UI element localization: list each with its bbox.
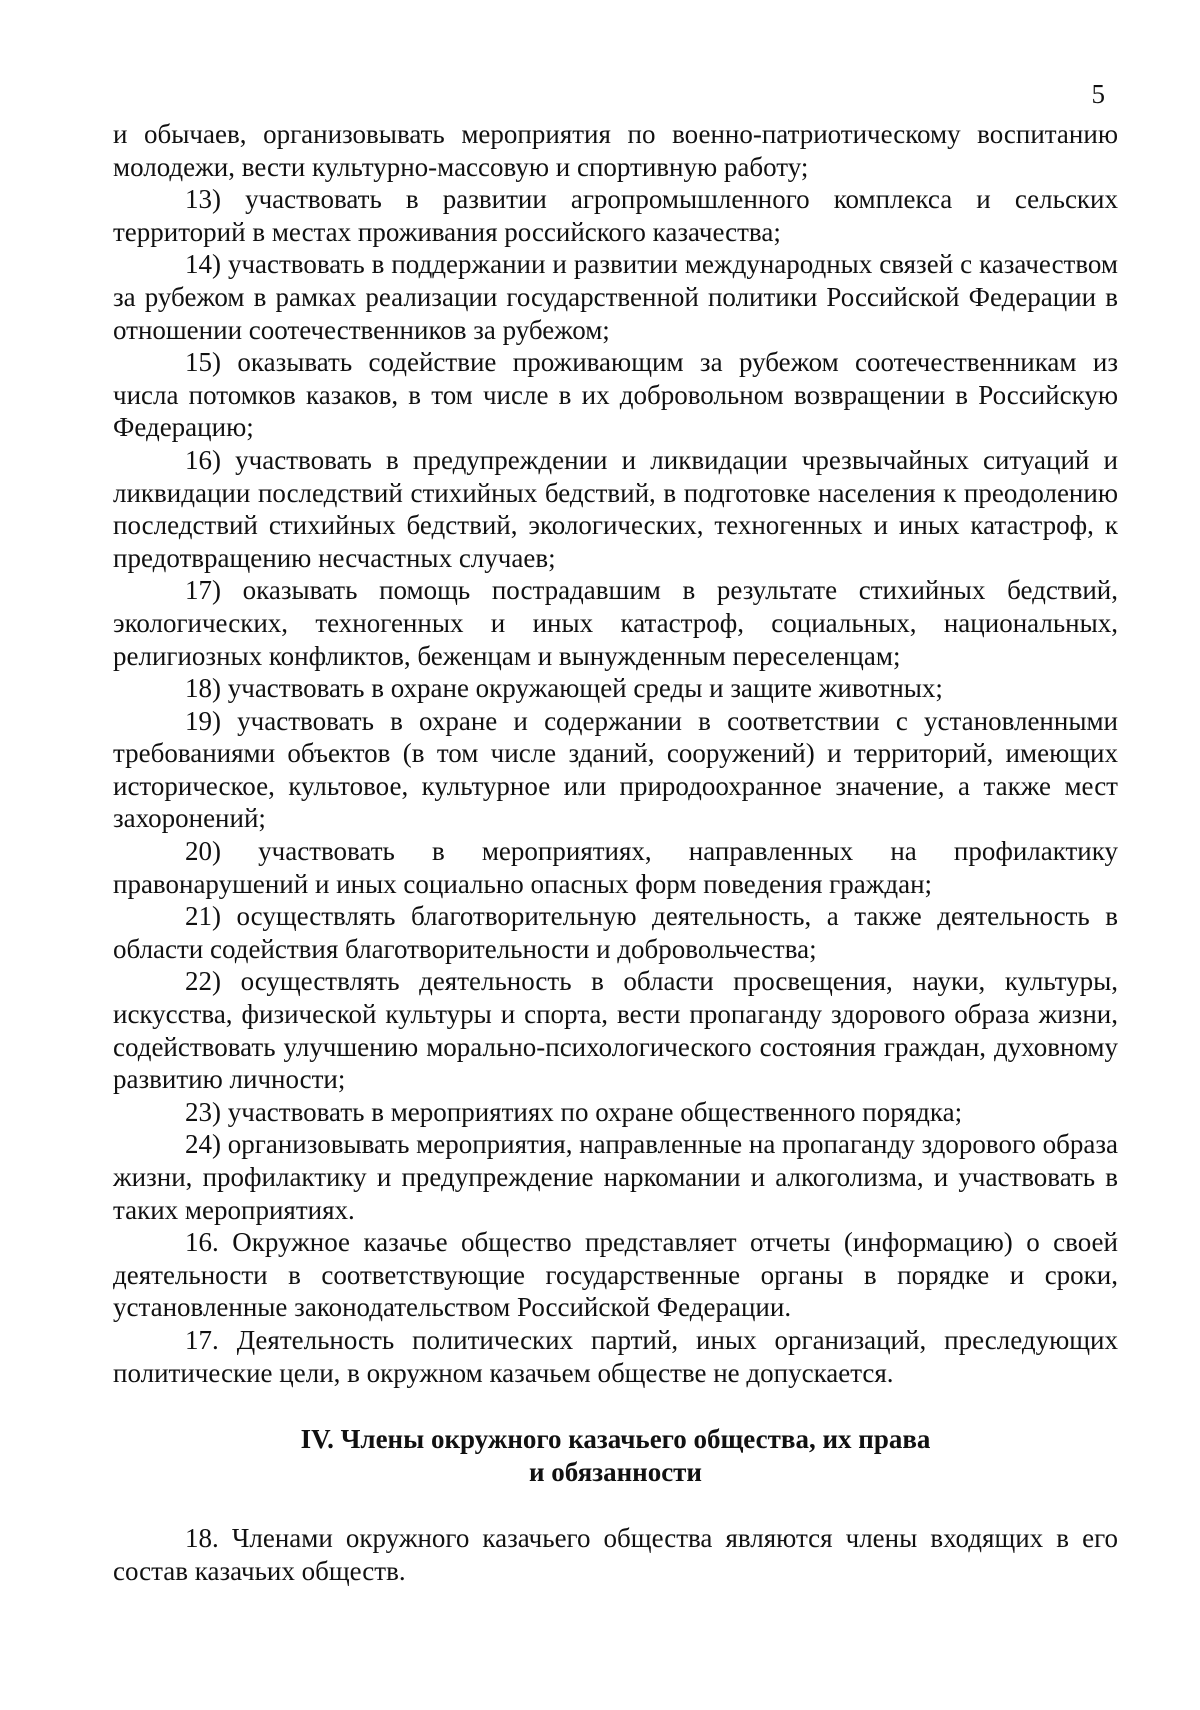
list-item-13: 13) участвовать в развитии агропромышленного комплекса и сельских территорий в местах проживания российского казачества; [113,184,1118,247]
paragraph-continuation: и обычаев, организовывать мероприятия по военно-патриотическому воспитанию молодежи, вести культурно-массовую и спортивную работу; [113,119,1118,182]
list-item-24: 24) организовывать мероприятия, направленные на пропаганду здорового образа жизни, профилактику и предупреждение наркомании и алкоголизма, и участвовать в таких мероприятиях. [113,1129,1118,1225]
list-item-23: 23) участвовать в мероприятиях по охране общественного порядка; [185,1096,963,1127]
list-item-21: 21) осуществлять благотворительную деятельность, а также деятельность в области содействия благотворительности и добровольчества; [113,901,1118,964]
document-body [113,118,1118,1588]
list-item-14: 14) участвовать в поддержании и развитии международных связей с казачеством за рубежом в рамках реализации государственной политики Российской Федерации в отношении соотечественников за рубежом; [113,249,1118,345]
section-heading-line-2: и обязанности [528,1456,702,1487]
list-item-22: 22) осуществлять деятельность в области просвещения, науки, культуры, искусства, физической культуры и спорта, вести пропаганду здорового образа жизни, содействовать улучшению морально-психологического состояния граждан, духовному развитию личности; [113,966,1118,1095]
clause-16: 16. Окружное казачье общество представляет отчеты (информацию) о своей деятельности в соответствующие государственные органы в порядке и сроки, установленные законодательством Российской Федерации. [113,1227,1118,1323]
list-item-19: 19) участвовать в охране и содержании в соответствии с установленными требованиями объектов (в том числе зданий, сооружений) и территорий, имеющих историческое, культовое, культурное или природоохранное значение, а также мест захоронений; [113,705,1118,834]
clause-18: 18. Членами окружного казачьего общества являются члены входящих в его состав казачьих обществ. [113,1523,1118,1586]
section-heading [113,1423,1118,1488]
list-item-18: 18) участвовать в охране окружающей среды и защите животных; [185,673,943,704]
list-item-15: 15) оказывать содействие проживающим за рубежом соотечественникам из числа потомков казаков, в том числе в их добровольном возвращении в Российскую Федерацию; [113,347,1118,443]
section-heading-line-1: IV. Члены окружного казачьего общества, их права [300,1424,931,1455]
list-item-16: 16) участвовать в предупреждении и ликвидации чрезвычайных ситуаций и ликвидации последствий стихийных бедствий, в подготовке населения к преодолению последствий стихийных бедствий, экологических, техногенных и иных катастроф, к предотвращению несчастных случаев; [113,444,1118,573]
list-item-20: 20) участвовать в мероприятиях, направленных на профилактику правонарушений и иных социально опасных форм поведения граждан; [113,836,1118,899]
page-number: 5 [1091,79,1105,109]
list-item-17: 17) оказывать помощь пострадавшим в результате стихийных бедствий, экологических, техногенных и иных катастроф, социальных, национальных, религиозных конфликтов, беженцам и вынужденным переселенцам; [113,575,1118,671]
clause-17: 17. Деятельность политических партий, иных организаций, преследующих политические цели, в окружном казачьем обществе не допускается. [113,1324,1118,1388]
